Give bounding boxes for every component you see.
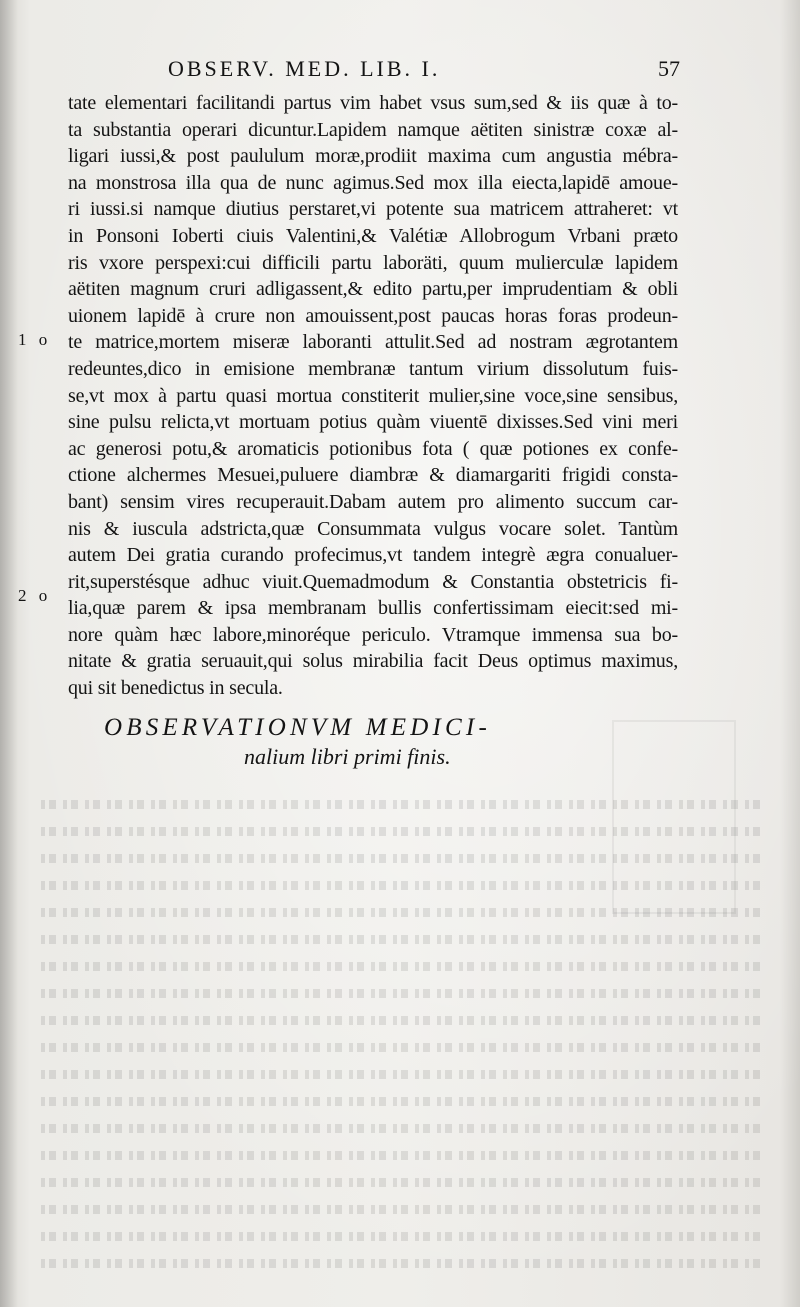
gutter-shadow (0, 0, 18, 1307)
text-line: ta substantia operari dicuntur.Lapidem namque aëtiten sinistræ coxæ al- (68, 118, 678, 141)
text-line: ri iussi.si namque diutius perstaret,vi potente sua matricem attraheret: vt (68, 198, 678, 221)
text-line: nore quàm hæc labore,minoréque periculo. Vtramque immensa sua bo- (68, 623, 678, 646)
text-line: te matrice,mortem miseræ laboranti attulit.Sed ad nostram ægrotantem (68, 331, 678, 354)
text-line: rit,superstésque adhuc viuit.Quemadmodum & Constantia obstetricis fi- (68, 570, 678, 593)
text-line: ris vxore perspexi:cui difficili partu laboräti, quum mulierculæ lapidem (68, 251, 678, 274)
text-line: aëtiten magnum cruri adligassent,& edito partu,per imprudentiam & obli (68, 278, 678, 301)
text-line: uionem lapidē à crure non amouissent,post paucas horas foras prodeun- (68, 304, 678, 327)
text-line: bant) sensim vires recuperauit.Dabam autem pro alimento succum car- (68, 490, 678, 513)
text-line: ctione alchermes Mesuei,puluere diambræ & diamargariti frigidi consta- (68, 464, 678, 487)
text-line: nitate & gratia seruauit,qui solus mirabilia facit Deus optimus maximus, (68, 650, 678, 673)
text-line: in Ponsoni Ioberti ciuis Valentini,& Valétiæ Allobrogum Vrbani præto (68, 224, 678, 247)
margin-line-number-10: 1 o (18, 330, 52, 349)
text-line: sine pulsu relicta,vt mortuam potius quàm viuentē dixisses.Sed vini meri (68, 411, 678, 434)
text-line: ac generosi potu,& aromaticis potionibus fota ( quæ potiones ex confe- (68, 437, 678, 460)
colophon-title: OBSERVATIONVM MEDICI- (104, 714, 491, 741)
text-line: se,vt mox à partu quasi mortua constiterit mulier,sine voce,sine sensibus, (68, 384, 678, 407)
text-line: redeuntes,dico in emisione membranæ tantum virium dissolutum fuis- (68, 357, 678, 380)
running-head: OBSERV. MED. LIB. I. (168, 56, 441, 81)
text-line: ligari iussi,& post paululum moræ,prodiit maxima cum angustia mébra- (68, 145, 678, 168)
text-line: autem Dei gratia curando profecimus,vt tandem integrè ægra conualuer- (68, 544, 678, 567)
body-text (68, 90, 678, 702)
page-number: 57 (658, 56, 680, 81)
bleed-through-text (40, 790, 760, 1290)
margin-line-number-20: 2 o (18, 586, 52, 605)
text-line: nis & iuscula adstricta,quæ Consummata vulgus vocare solet. Tantùm (68, 517, 678, 540)
text-line: tate elementari facilitandi partus vim habet vsus sum,sed & iis quæ à to- (68, 92, 678, 114)
text-line: qui sit benedictus in secula. (68, 677, 283, 700)
colophon-subtitle: nalium libri primi finis. (244, 744, 451, 769)
text-line: na monstrosa illa qua de nunc agimus.Sed mox illa eiecta,lapidē amoue- (68, 171, 678, 194)
text-line: lia,quæ parem & ipsa membranam bullis confertissimam eiecit:sed mi- (68, 597, 678, 620)
